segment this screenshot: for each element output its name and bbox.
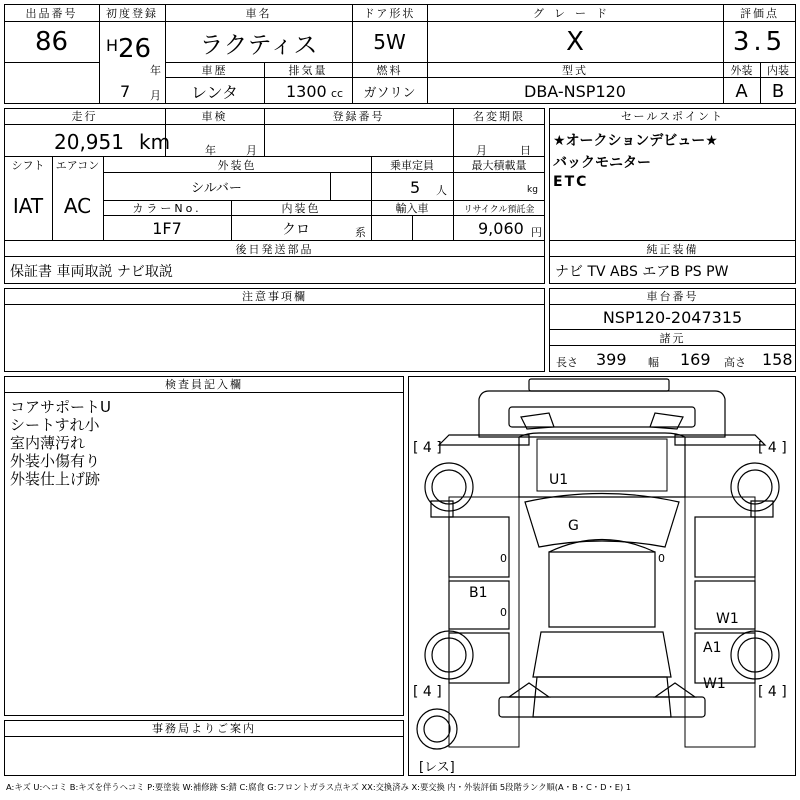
model-header: 型式	[562, 63, 588, 77]
inspection-header: 車検	[201, 110, 228, 123]
car-name: ラクティス	[199, 30, 318, 59]
inspector-line-1: コアサポートU	[10, 398, 111, 416]
lot-header: 出品番号	[25, 6, 78, 20]
grade: X	[566, 27, 584, 57]
displacement: 1300	[286, 82, 327, 101]
equipment: ナビ TV ABS エアB PS PW	[555, 264, 729, 280]
max-load-header: 最大積載量	[471, 158, 527, 172]
reg-month: 7	[120, 82, 131, 101]
reg-year-unit: 年	[150, 64, 161, 77]
inspector-line-3: 室内薄汚れ	[10, 434, 86, 452]
spec-header: 諸元	[659, 331, 686, 345]
history-header: 車歴	[201, 63, 228, 77]
mark-zero-left-2: 0	[500, 606, 507, 619]
interior-header: 内装	[767, 63, 789, 77]
color-number-header: カラーNo.	[132, 202, 202, 215]
shift-header: シフト	[11, 158, 45, 172]
mileage-header: 走行	[71, 110, 98, 123]
length-label: 長さ	[556, 356, 578, 369]
exterior-grade: A	[735, 80, 748, 102]
door-header: ドア形状	[363, 6, 416, 20]
sales-point-3: ETC	[553, 174, 589, 190]
first-reg-header: 初度登録	[106, 6, 158, 20]
inspection-month-unit: 月	[246, 144, 257, 157]
ac-header: エアコン	[55, 158, 100, 172]
name-change-month-unit: 月	[476, 144, 487, 157]
sales-point-2: バックモニター	[553, 155, 651, 171]
interior-color: クロ	[282, 222, 310, 238]
interior-grade: B	[771, 80, 785, 102]
height-label: 高さ	[724, 356, 746, 369]
mark-u1: U1	[549, 472, 569, 488]
fuel-header: 燃料	[376, 63, 403, 77]
width-value: 169	[680, 350, 711, 369]
capacity: 5	[410, 178, 421, 197]
model-code: DBA-NSP120	[524, 81, 626, 101]
score: 3.5	[732, 27, 787, 57]
spare-tire: [レス]	[419, 760, 455, 775]
reg-month-unit: 月	[150, 89, 161, 102]
tire-rear-left: [ 4 ]	[413, 684, 442, 700]
recycle-fee-unit: 円	[531, 226, 542, 239]
chassis-number: NSP120-2047315	[602, 307, 743, 327]
door-type: 5W	[373, 30, 406, 54]
later-parts-header: 後日発送部品	[235, 242, 314, 256]
mark-w1-rear: W1	[703, 676, 726, 692]
car-name-header: 車名	[245, 6, 272, 20]
mark-w1-front: W1	[716, 611, 739, 627]
import-header: 輸入車	[395, 202, 429, 215]
score-header: 評価点	[740, 6, 779, 20]
office-header: 事務局よりご案内	[152, 722, 256, 735]
interior-color-unit: 系	[355, 226, 366, 239]
length-value: 399	[596, 350, 627, 369]
mark-g: G	[568, 518, 579, 534]
width-label: 幅	[648, 356, 659, 369]
exterior-header: 外装	[730, 63, 753, 77]
color-header: 外装色	[217, 158, 257, 172]
mark-b1: B1	[469, 585, 488, 601]
fuel: ガソリン	[363, 85, 416, 101]
inspection-year-unit: 年	[205, 144, 216, 157]
mark-a1: A1	[703, 640, 722, 656]
grade-header: グレード	[533, 6, 617, 20]
reg-year: 26	[118, 34, 152, 64]
chassis-header: 車台番号	[646, 290, 699, 303]
recycle-header: リサイクル預託金	[463, 204, 535, 215]
inspector-line-5: 外装仕上げ跡	[10, 470, 101, 488]
lot-number: 86	[34, 27, 69, 57]
later-parts: 保証書 車両取説 ナビ取説	[10, 264, 173, 280]
air-conditioner: AC	[63, 194, 92, 218]
history: レンタ	[191, 82, 238, 102]
car-diagram	[409, 377, 795, 775]
reg-number-header: 登録番号	[332, 110, 385, 123]
mark-zero-right: 0	[658, 552, 665, 565]
height-value: 158	[762, 350, 793, 369]
mileage: 20,951	[54, 130, 124, 154]
inspector-line-4: 外装小傷有り	[10, 452, 101, 470]
reg-era: H	[106, 36, 119, 55]
tire-front-left: [ 4 ]	[413, 440, 442, 456]
recycle-fee: 9,060	[478, 219, 524, 238]
equipment-header: 純正装備	[646, 242, 699, 256]
inspector-header: 検査員記入欄	[165, 378, 243, 391]
notes-header: 注意事項欄	[242, 290, 307, 303]
tire-front-right: [ 4 ]	[758, 440, 787, 456]
max-load-unit: kg	[527, 185, 538, 195]
sales-points-header: セールスポイント	[620, 110, 724, 123]
displacement-header: 排気量	[288, 63, 328, 77]
name-change-header: 名変期限	[473, 110, 525, 123]
capacity-header: 乗車定員	[390, 158, 434, 172]
name-change-day-unit: 日	[520, 144, 531, 157]
mark-zero-left: 0	[500, 552, 507, 565]
inspector-line-2: シートすれ小	[10, 416, 100, 434]
displacement-unit: cc	[331, 87, 344, 100]
sales-point-1: ★オークションデビュー★	[553, 133, 718, 149]
mileage-unit: km	[139, 130, 171, 154]
interior-color-header: 内装色	[281, 202, 321, 215]
exterior-color: シルバー	[191, 181, 242, 196]
color-number: 1F7	[152, 218, 182, 238]
legend: A:キズ U:ヘコミ B:キズを伴うヘコミ P:要塗装 W:補修跡 S:錆 C:腐食 G:フロントガラス点キズ XX:交換済み X:要交換 内・外装評価 5段階ランク順(A・B・C・D・E) 1	[6, 782, 632, 792]
shift: IAT	[12, 194, 44, 218]
capacity-unit: 人	[436, 184, 447, 197]
tire-rear-right: [ 4 ]	[758, 684, 787, 700]
